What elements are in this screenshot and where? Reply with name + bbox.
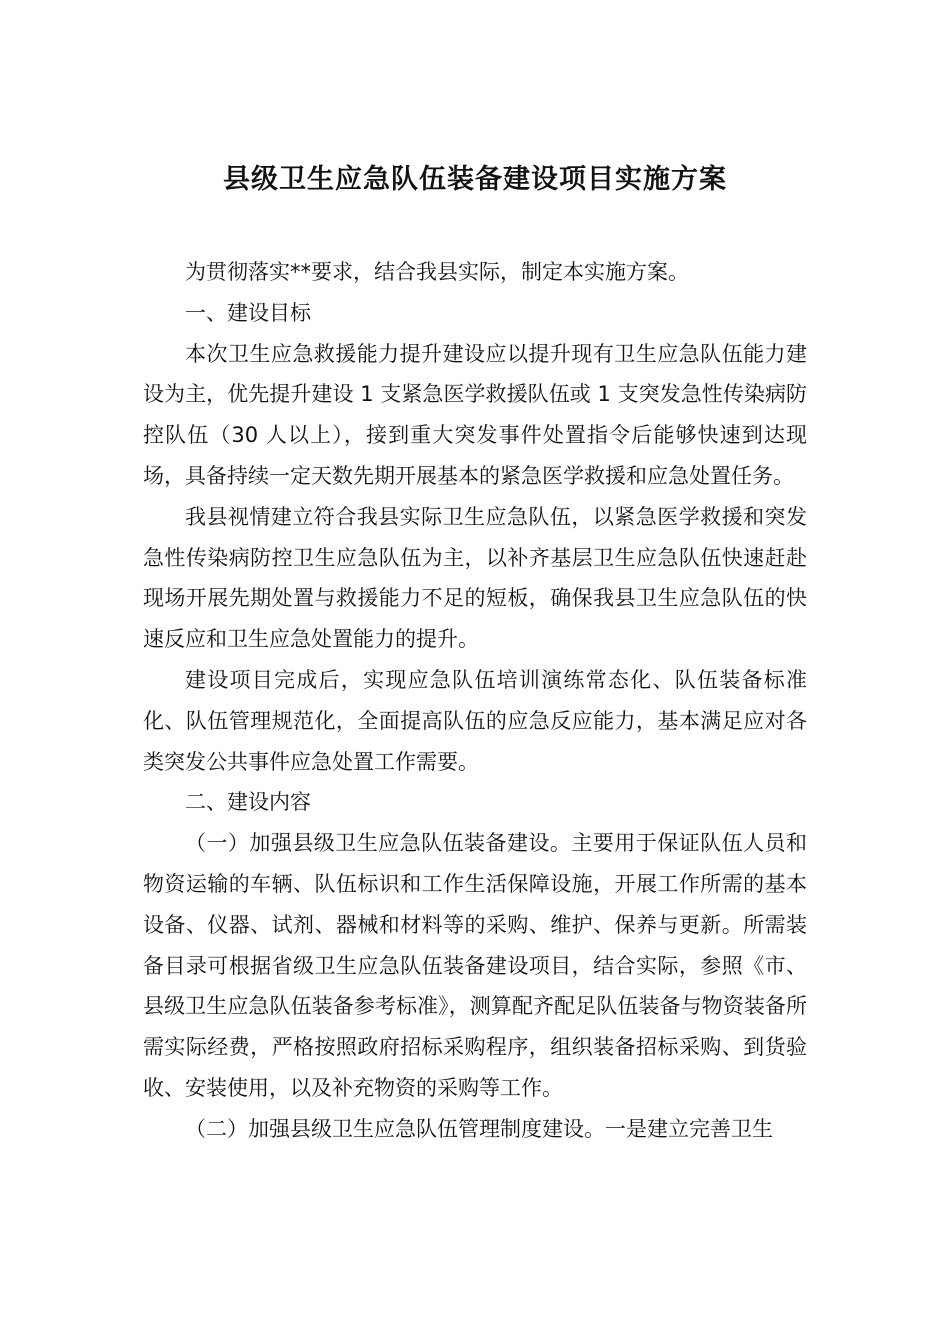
section-heading-content: 二、建设内容 xyxy=(185,790,311,815)
content-paragraph-2: （二）加强县级卫生应急队伍管理制度建设。一是建立完善卫生 xyxy=(185,1116,773,1141)
document-title: 县级卫生应急队伍装备建设项目实施方案 xyxy=(223,164,727,196)
goals-paragraph-3: 建设项目完成后，实现应急队伍培训演练常态化、队伍装备标准化、队伍管理规范化，全面提高队伍的应急反应能力，基本满足应对各类突发公共事件应急处置工作需要。 xyxy=(143,667,807,774)
document-body xyxy=(143,252,807,1150)
goals-paragraph-2: 我县视情建立符合我县实际卫生应急队伍，以紧急医学救援和突发急性传染病防控卫生应急队伍为主，以补齐基层卫生应急队伍快速赶赴现场开展先期处置与救援能力不足的短板，确保我县卫生应急队伍的快速反应和卫生应急处置能力的提升。 xyxy=(143,504,807,652)
intro-paragraph: 为贯彻落实**要求，结合我县实际，制定本实施方案。 xyxy=(185,260,689,284)
content-paragraph-1: （一）加强县级卫生应急队伍装备建设。主要用于保证队伍人员和物资运输的车辆、队伍标识和工作生活保障设施，开展工作所需的基本设备、仪器、试剂、器械和材料等的采购、维护、保养与更新。所需装备目录可根据省级卫生应急队伍装备建设项目，结合实际，参照《市、县级卫生应急队伍装备参考标准》，测算配齐配足队伍装备与物资装备所需实际经费，严格按照政府招标采购程序，组织装备招标采购、到货验收、安装使用，以及补充物资的采购等工作。 xyxy=(143,831,807,1100)
section-heading-goals: 一、建设目标 xyxy=(185,300,311,325)
goals-paragraph-1: 本次卫生应急救援能力提升建设应以提升现有卫生应急队伍能力建设为主，优先提升建设 1 支紧急医学救援队伍或 1 支突发急性传染病防控队伍（30 人以上），接到重大突发事件处置指令后能够快速到达现场，具备持续一定天数先期开展基本的紧急医学救援和应急处置任务。 xyxy=(143,341,807,488)
